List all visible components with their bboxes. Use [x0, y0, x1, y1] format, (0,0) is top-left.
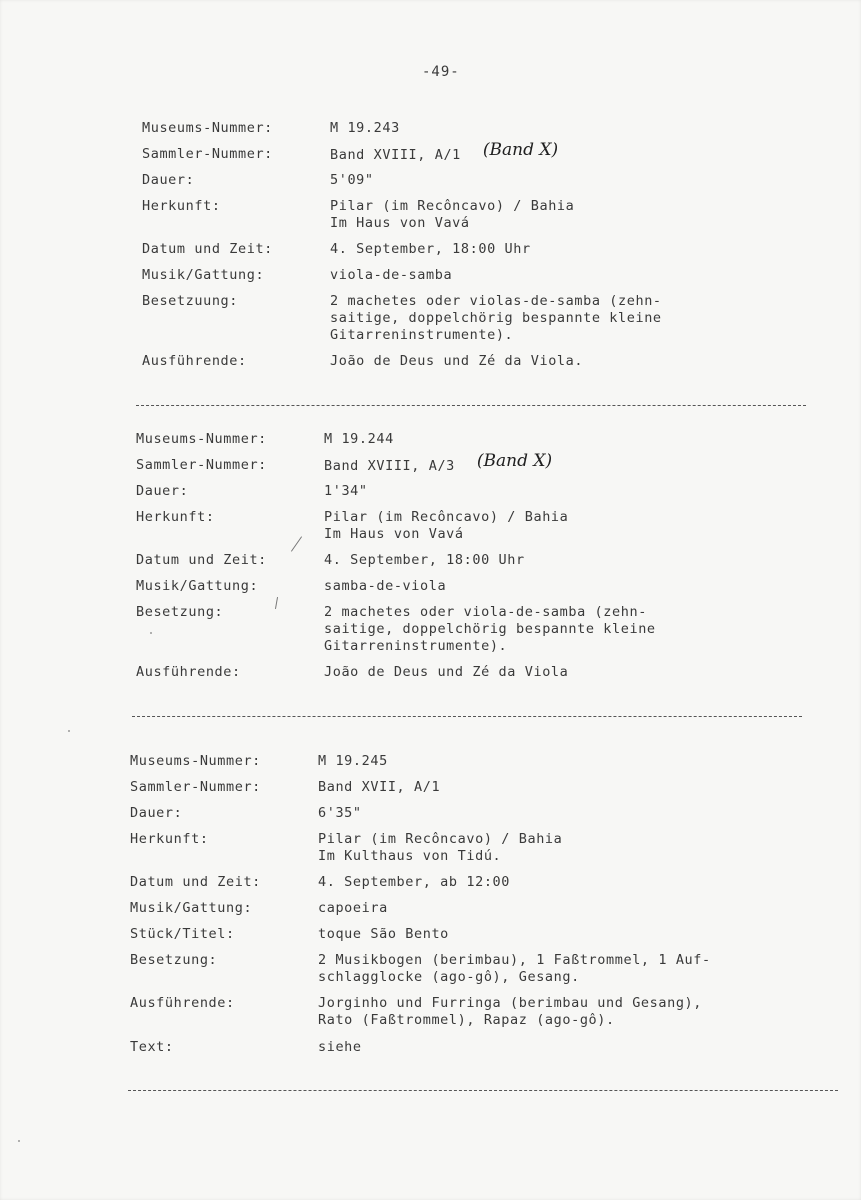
field-besetzung — [130, 952, 850, 985]
field-value — [318, 926, 449, 943]
field-text — [130, 1039, 850, 1059]
field-value — [318, 779, 440, 796]
field-value — [318, 805, 362, 822]
field-musik-gattung — [130, 900, 850, 920]
field-value — [318, 874, 510, 891]
field-herkunft — [142, 198, 861, 231]
field-label: Datum und Zeit: — [130, 874, 261, 890]
value-line: Pilar (im Recôncavo) / Bahia — [318, 831, 563, 847]
record-divider — [132, 716, 802, 717]
field-label: Besetzuung: — [142, 293, 239, 309]
value-line: Band XVIII, A/3 — [324, 458, 455, 474]
field-value — [330, 120, 400, 137]
value-line: schlagglocke (ago-gô), Gesang. — [318, 969, 580, 985]
field-value — [318, 952, 711, 986]
field-value — [324, 483, 368, 500]
value-line: 6'35" — [318, 805, 362, 821]
value-line: Rato (Faßtrommel), Rapaz (ago-gô). — [318, 1012, 615, 1028]
field-datum-und-zeit — [142, 241, 861, 261]
field-besetzung — [136, 604, 856, 654]
value-line: Im Kulthaus von Tidú. — [318, 848, 502, 864]
field-ausfuehrende — [130, 995, 850, 1028]
field-label: Sammler-Nummer: — [142, 146, 273, 162]
field-value — [330, 293, 662, 344]
field-datum-und-zeit — [136, 552, 856, 572]
field-value — [330, 172, 374, 189]
value-line: Gitarreninstrumente). — [324, 638, 508, 654]
field-label: Herkunft: — [142, 198, 221, 214]
field-label: Sammler-Nummer: — [130, 779, 261, 795]
field-sammler-nummer — [142, 140, 861, 166]
field-ausfuehrende — [142, 353, 861, 373]
handwritten-note: (Band X) — [476, 451, 553, 471]
field-value — [324, 552, 525, 569]
value-line: capoeira — [318, 900, 388, 916]
field-value — [330, 198, 574, 232]
field-label: Musik/Gattung: — [142, 267, 265, 283]
field-museums-nummer — [130, 753, 850, 773]
value-line: 4. September, 18:00 Uhr — [324, 552, 525, 568]
field-label: Museums-Nummer: — [142, 120, 273, 136]
value-line: 2 machetes oder violas-de-samba (zehn- — [330, 293, 662, 309]
field-label: Ausführende: — [136, 664, 241, 680]
field-ausfuehrende — [136, 664, 856, 684]
value-line: M 19.245 — [318, 753, 388, 769]
value-line: Im Haus von Vavá — [330, 215, 470, 231]
field-label: Dauer: — [130, 805, 183, 821]
field-museums-nummer — [142, 120, 861, 140]
value-line: Pilar (im Recôncavo) / Bahia — [324, 509, 569, 525]
scan-speck — [18, 1140, 20, 1142]
pencil-mark — [291, 536, 302, 551]
handwritten-note: (Band X) — [482, 140, 559, 160]
value-line: siehe — [318, 1039, 362, 1055]
field-dauer — [136, 483, 856, 503]
field-value — [324, 578, 446, 595]
value-line: saitige, doppelchörig bespannte kleine — [324, 621, 656, 637]
field-label: Herkunft: — [136, 509, 215, 525]
value-line: 2 machetes oder viola-de-samba (zehn- — [324, 604, 647, 620]
field-sammler-nummer — [130, 779, 850, 799]
field-value — [324, 451, 553, 475]
field-value — [324, 664, 568, 681]
field-sammler-nummer — [136, 451, 856, 477]
scan-speck — [150, 632, 152, 634]
scan-speck — [68, 730, 70, 732]
field-label: Dauer: — [136, 483, 189, 499]
field-label: Stück/Titel: — [130, 926, 235, 942]
value-line: Im Haus von Vavá — [324, 526, 464, 542]
value-line: 2 Musikbogen (berimbau), 1 Faßtrommel, 1 Auf- — [318, 952, 711, 968]
value-line: 4. September, ab 12:00 — [318, 874, 511, 890]
field-label: Museums-Nummer: — [136, 431, 267, 447]
field-value — [324, 509, 568, 543]
field-label: Ausführende: — [130, 995, 235, 1011]
field-label: Dauer: — [142, 172, 195, 188]
value-line: Band XVIII, A/1 — [330, 147, 461, 163]
field-label: Besetzung: — [136, 604, 224, 620]
field-label: Sammler-Nummer: — [136, 457, 267, 473]
field-dauer — [142, 172, 861, 192]
field-value — [318, 1039, 362, 1056]
field-label: Datum und Zeit: — [142, 241, 273, 257]
value-line: saitige, doppelchörig bespannte kleine — [330, 310, 662, 326]
value-line: Pilar (im Recôncavo) / Bahia — [330, 198, 575, 214]
value-line: 1'34" — [324, 483, 368, 499]
value-line: samba-de-viola — [324, 578, 447, 594]
value-line: João de Deus und Zé da Viola. — [330, 353, 584, 369]
record-divider — [136, 405, 806, 406]
field-label: Herkunft: — [130, 831, 209, 847]
field-value — [330, 267, 452, 284]
value-line: Jorginho und Furringa (berimbau und Gesang), — [318, 995, 703, 1011]
value-line: João de Deus und Zé da Viola — [324, 664, 569, 680]
field-musik-gattung — [136, 578, 856, 598]
field-label: Text: — [130, 1039, 174, 1055]
record-divider — [128, 1090, 838, 1091]
field-value — [324, 431, 394, 448]
value-line: viola-de-samba — [330, 267, 453, 283]
field-herkunft — [130, 831, 850, 864]
field-label: Museums-Nummer: — [130, 753, 261, 769]
field-herkunft — [136, 509, 856, 542]
field-label: Datum und Zeit: — [136, 552, 267, 568]
field-stueck-titel — [130, 926, 850, 946]
field-musik-gattung — [142, 267, 861, 287]
field-value — [324, 604, 656, 655]
page-number: -49- — [422, 64, 460, 80]
field-value — [318, 831, 562, 865]
value-line: toque São Bento — [318, 926, 449, 942]
field-besetzung — [142, 293, 861, 343]
field-value — [318, 995, 702, 1029]
field-value — [330, 353, 583, 370]
field-label: Besetzung: — [130, 952, 218, 968]
field-label: Musik/Gattung: — [130, 900, 253, 916]
field-datum-und-zeit — [130, 874, 850, 894]
field-label: Musik/Gattung: — [136, 578, 259, 594]
field-value — [318, 753, 388, 770]
field-museums-nummer — [136, 431, 856, 451]
field-label: Ausführende: — [142, 353, 247, 369]
value-line: Band XVII, A/1 — [318, 779, 441, 795]
value-line: 5'09" — [330, 172, 374, 188]
field-value — [330, 140, 559, 164]
value-line: Gitarreninstrumente). — [330, 327, 514, 343]
field-value — [318, 900, 388, 917]
value-line: M 19.244 — [324, 431, 394, 447]
value-line: 4. September, 18:00 Uhr — [330, 241, 531, 257]
value-line: M 19.243 — [330, 120, 400, 136]
field-dauer — [130, 805, 850, 825]
field-value — [330, 241, 531, 258]
